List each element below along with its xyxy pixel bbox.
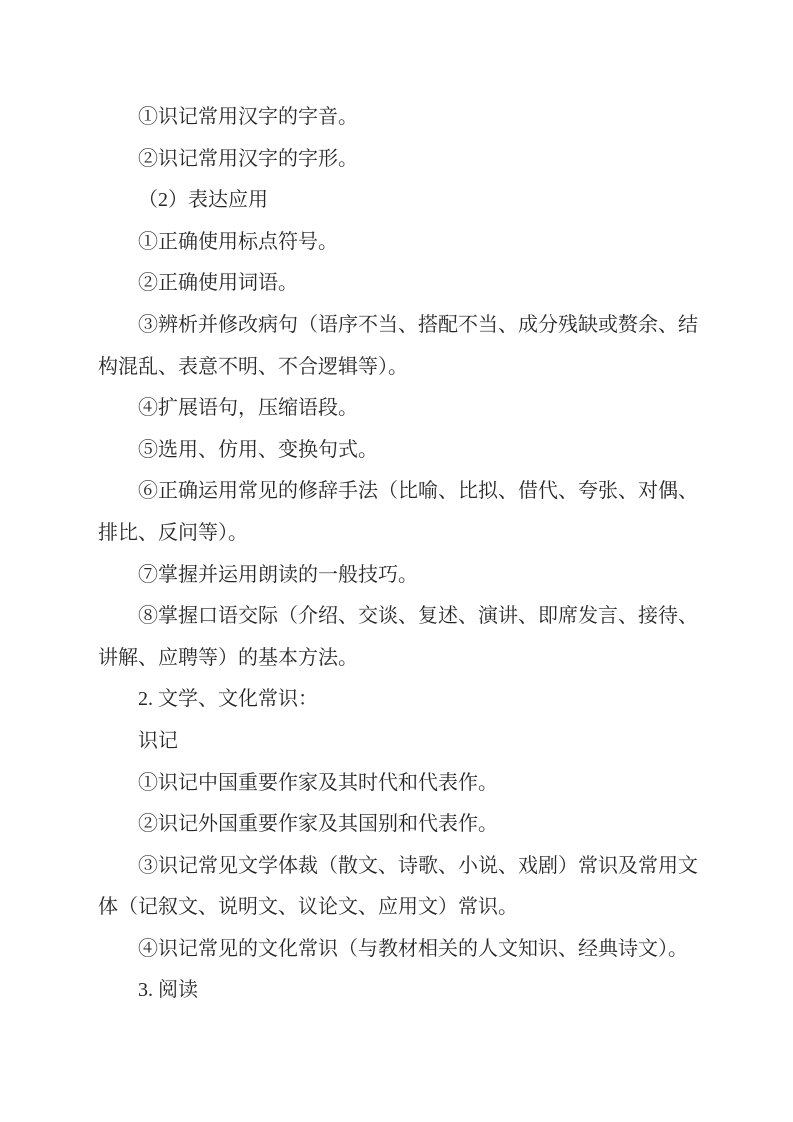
paragraph-heading-literature: 2. 文学、文化常识： <box>138 688 318 711</box>
paragraph-item-5: ③辨析并修改病句（语序不当、搭配不当、成分残缺或赘余、结构混乱、表意不明、不合逻辑等）。 <box>98 313 698 378</box>
paragraph-item-6: ④扩展语句，压缩语段。 <box>138 397 358 420</box>
paragraph-item-13: ③识记常见文学体裁（散文、诗歌、小说、戏剧）常识及常用文体（记叙文、说明文、议论文、应用文）常识。 <box>98 854 698 919</box>
document-body <box>98 97 698 1012</box>
paragraph-item-8: ⑥正确运用常见的修辞手法（比喻、比拟、借代、夸张、对偶、排比、反问等）。 <box>98 480 698 544</box>
paragraph-item-9: ⑦掌握并运用朗读的一般技巧。 <box>138 563 418 586</box>
paragraph-item-3: ①正确使用标点符号。 <box>138 230 338 253</box>
paragraph-item-1: ①识记常用汉字的字音。 <box>138 106 358 128</box>
paragraph-item-14: ④识记常见的文化常识（与教材相关的人文知识、经典诗文）。 <box>138 937 688 960</box>
paragraph-item-4: ②正确使用词语。 <box>138 272 298 295</box>
paragraph-section-heading: （2）表达应用 <box>138 189 268 212</box>
paragraph-heading-reading: 3. 阅读 <box>138 979 198 1002</box>
paragraph-subheading-shiji: 识记 <box>138 729 178 752</box>
paragraph-item-2: ②识记常用汉字的字形。 <box>138 147 358 170</box>
paragraph-item-7: ⑤选用、仿用、变换句式。 <box>138 438 378 461</box>
paragraph-item-11: ①识记中国重要作家及其时代和代表作。 <box>138 771 498 794</box>
paragraph-item-10: ⑧掌握口语交际（介绍、交谈、复述、演讲、即席发言、接待、讲解、应聘等）的基本方法。 <box>98 605 698 669</box>
paragraph-item-12: ②识记外国重要作家及其国别和代表作。 <box>138 813 498 836</box>
